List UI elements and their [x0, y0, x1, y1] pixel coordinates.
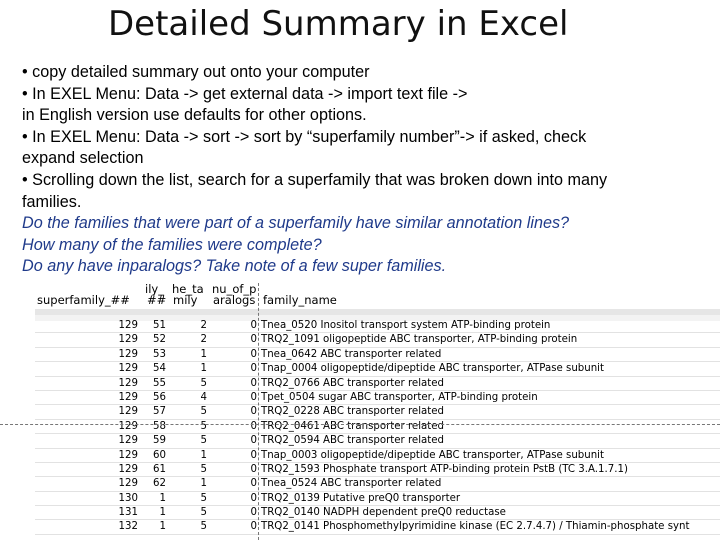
cell-family-count: 2 [200, 320, 207, 331]
slide-title: Detailed Summary in Excel [108, 4, 569, 44]
question-line: Do any have inparalogs? Take note of a few super families. [22, 257, 447, 276]
cell-family-count: 5 [200, 507, 207, 519]
bullet-line: • In EXEL Menu: Data -> sort -> sort by “superfamily number”-> if asked, check [22, 127, 587, 146]
cell-paralogs: 0 [250, 435, 257, 447]
cell-family-number: 1 [159, 507, 166, 519]
cell-paralogs: 0 [250, 377, 257, 389]
cell-family-count: 5 [200, 420, 207, 432]
question-line: Do the families that were part of a superfamily have similar annotation lines? [22, 214, 570, 233]
cell-family-count: 5 [200, 435, 207, 447]
bullet-line: • In EXEL Menu: Data -> get external data -> import text file -> [22, 84, 468, 103]
cell-paralogs: 0 [250, 492, 257, 504]
cell-family-count: 5 [200, 521, 207, 533]
header-family: mily [173, 293, 198, 307]
data-rows [35, 319, 720, 535]
cell-paralogs: 0 [250, 320, 257, 331]
cell-family-number: 54 [153, 363, 166, 375]
cell-family-name: Tnap_0003 oligopeptide/dipeptide ABC transporter, ATPase subunit [261, 449, 604, 461]
cell-family-count: 1 [200, 348, 207, 360]
cell-family-count: 1 [200, 449, 207, 461]
cell-family-count: 5 [200, 463, 207, 475]
cell-superfamily: 129 [118, 348, 138, 360]
cell-family-count: 1 [200, 478, 207, 490]
cell-superfamily: 129 [118, 391, 138, 403]
cell-superfamily: 131 [118, 507, 138, 519]
table-row [35, 348, 720, 362]
cell-family-number: 60 [153, 449, 166, 461]
cell-family-name: TRQ2_0766 ABC transporter related [261, 377, 444, 389]
cell-paralogs: 0 [250, 449, 257, 461]
bullet-line: families. [22, 192, 82, 211]
bullet-line: • Scrolling down the list, search for a superfamily that was broken down into many [22, 170, 608, 189]
cell-family-number: 62 [153, 478, 166, 490]
cell-family-name: Tnea_0520 Inositol transport system ATP-binding protein [261, 320, 551, 331]
cell-superfamily: 129 [118, 449, 138, 461]
cell-family-number: 1 [159, 521, 166, 533]
header-family-name: family_name [263, 293, 337, 307]
cell-paralogs: 0 [250, 463, 257, 475]
cell-superfamily: 129 [118, 334, 138, 346]
cell-superfamily: 129 [118, 320, 138, 331]
cell-superfamily: 132 [118, 521, 138, 533]
cell-family-name: TRQ2_0139 Putative preQ0 transporter [261, 492, 461, 504]
cell-family-name: Tpet_0504 sugar ABC transporter, ATP-binding protein [261, 391, 538, 403]
header-family-number: ## [147, 293, 167, 307]
cell-superfamily: 129 [118, 377, 138, 389]
cell-paralogs: 0 [250, 507, 257, 519]
cell-family-number: 61 [153, 463, 166, 475]
cell-family-count: 5 [200, 492, 207, 504]
cell-family-number: 1 [159, 492, 166, 504]
cell-paralogs: 0 [250, 391, 257, 403]
cell-family-count: 5 [200, 377, 207, 389]
column-divider [258, 283, 259, 540]
table-row [35, 506, 720, 520]
cell-paralogs: 0 [250, 334, 257, 346]
header-superfamily: superfamily_## [37, 293, 130, 307]
cell-family-number: 59 [153, 435, 166, 447]
page-break-line [0, 424, 720, 425]
table-row [35, 449, 720, 463]
cell-paralogs: 0 [250, 406, 257, 418]
cell-family-name: TRQ2_0228 ABC transporter related [261, 406, 444, 418]
bullet-list [22, 62, 712, 278]
cell-family-number: 55 [153, 377, 166, 389]
cell-family-number: 52 [153, 334, 166, 346]
cell-superfamily: 129 [118, 478, 138, 490]
table-row [35, 434, 720, 448]
table-row [35, 477, 720, 491]
table-row [35, 362, 720, 376]
cell-family-number: 56 [153, 391, 166, 403]
cell-paralogs: 0 [250, 478, 257, 490]
column-headers [35, 283, 720, 307]
cell-family-name: TRQ2_0594 ABC transporter related [261, 435, 444, 447]
cell-paralogs: 0 [250, 348, 257, 360]
cell-family-name: TRQ2_0461 ABC transporter related [261, 420, 444, 432]
table-row [35, 405, 720, 419]
bullet-line: • copy detailed summary out onto your computer [22, 63, 370, 81]
cell-family-name: TRQ2_1593 Phosphate transport ATP-binding protein PstB (TC 3.A.1.7.1) [261, 463, 628, 475]
cell-paralogs: 0 [250, 363, 257, 375]
cell-superfamily: 129 [118, 406, 138, 418]
cell-family-name: Tnap_0004 oligopeptide/dipeptide ABC transporter, ATPase subunit [261, 363, 604, 375]
cell-superfamily: 129 [118, 363, 138, 375]
cell-paralogs: 0 [250, 521, 257, 533]
header-top-3: nu_of_p [212, 283, 257, 296]
spreadsheet [35, 283, 720, 540]
cell-family-name: TRQ2_0141 Phosphomethylpyrimidine kinase (EC 2.7.4.7) / Thiamin-phosphate synt [261, 521, 690, 533]
cell-superfamily: 129 [118, 435, 138, 447]
table-row [35, 463, 720, 477]
cell-family-name: TRQ2_0140 NADPH dependent preQ0 reductase [261, 507, 506, 519]
header-top-1: ily_ [145, 283, 164, 296]
cell-family-count: 1 [200, 363, 207, 375]
header-top-2: he_ta [172, 283, 204, 296]
cell-paralogs: 0 [250, 420, 257, 432]
cell-superfamily: 129 [118, 420, 138, 432]
header-paralogs: aralogs [213, 293, 256, 307]
cell-family-name: Tnea_0524 ABC transporter related [261, 478, 442, 490]
cell-family-name: TRQ2_1091 oligopeptide ABC transporter, ATP-binding protein [261, 334, 578, 346]
table-row [35, 319, 720, 333]
cell-family-name: Tnea_0642 ABC transporter related [261, 348, 442, 360]
bullet-line: in English version use defaults for other options. [22, 106, 367, 125]
table-row [35, 333, 720, 347]
table-row [35, 520, 720, 534]
cell-family-number: 53 [153, 348, 166, 360]
cell-family-count: 2 [200, 334, 207, 346]
table-row [35, 391, 720, 405]
bullet-line: expand selection [22, 149, 144, 168]
cell-family-count: 4 [200, 391, 207, 403]
cell-superfamily: 129 [118, 463, 138, 475]
table-row [35, 492, 720, 506]
cell-superfamily: 130 [118, 492, 138, 504]
cell-family-number: 58 [153, 420, 166, 432]
table-row [35, 420, 720, 434]
cell-family-number: 57 [153, 406, 166, 418]
question-line: How many of the families were complete? [22, 235, 322, 254]
table-row [35, 377, 720, 391]
cell-family-number: 51 [153, 320, 166, 331]
cell-family-count: 5 [200, 406, 207, 418]
